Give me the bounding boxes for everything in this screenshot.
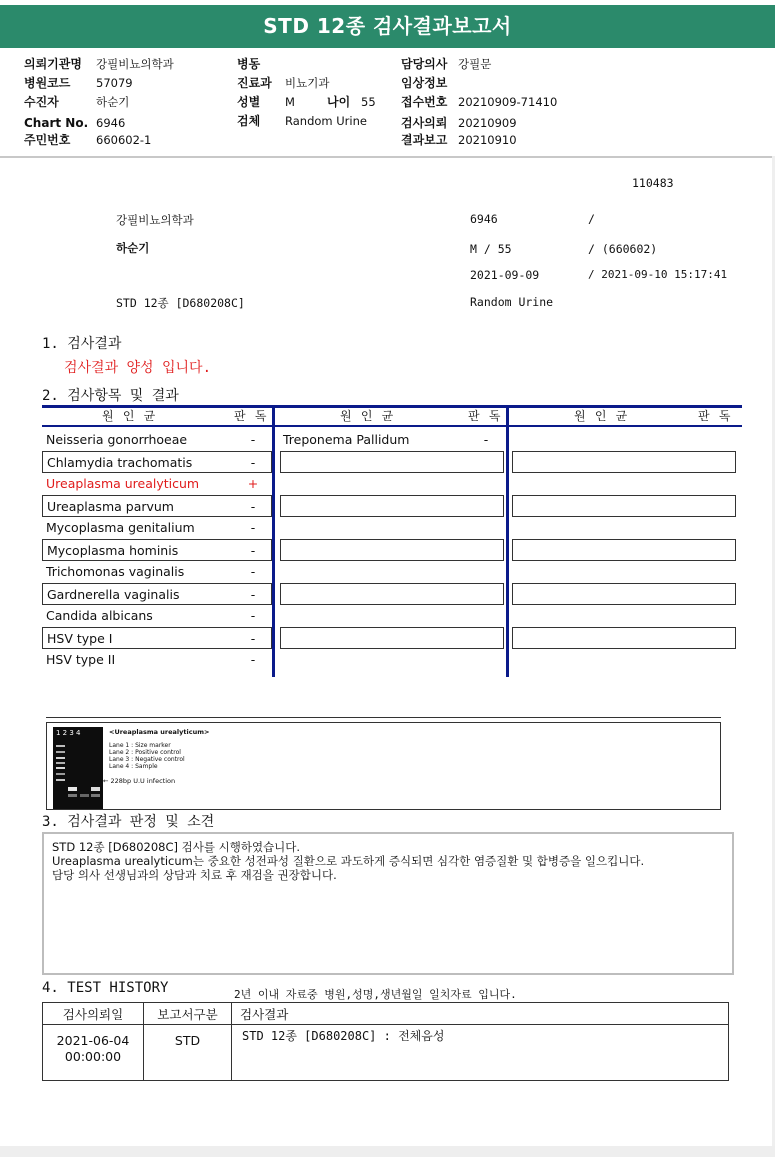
gel-legend xyxy=(109,729,209,770)
gel-arrow-label: ← 228bp U.U infection xyxy=(103,777,176,785)
header-hospital-code: 병원코드 57079 xyxy=(24,76,133,90)
table-empty-row xyxy=(280,627,504,649)
footer-bar xyxy=(0,1146,775,1157)
col3-header-pathogen: 원 인 균 xyxy=(574,409,629,423)
table-row xyxy=(42,605,272,627)
table-empty-row xyxy=(512,583,736,605)
gel-legend-item: Lane 4 : Sample xyxy=(109,763,158,770)
table-empty-row xyxy=(280,495,504,517)
pathogen-name: HSV type I xyxy=(47,631,113,646)
history-note: 2년 이내 자료중 병원,성명,생년월일 일치자료 입니다. xyxy=(234,988,517,1001)
info-patient: 하순기 xyxy=(116,241,150,255)
history-header-result: 검사결과 xyxy=(232,1003,729,1025)
history-table xyxy=(42,1002,729,1081)
pathogen-result: - xyxy=(250,652,256,667)
table-header-rule xyxy=(42,425,742,427)
pathogen-name: Ureaplasma parvum xyxy=(47,499,174,514)
table-row xyxy=(279,429,505,451)
report-number: 110483 xyxy=(632,176,674,190)
pathogen-result: - xyxy=(250,564,256,579)
gel-legend-item: Lane 2 : Positive control xyxy=(109,749,181,756)
pathogen-name: Neisseria gonorrhoeae xyxy=(46,432,188,447)
col1-header-pathogen: 원 인 균 xyxy=(102,409,157,423)
pathogen-name: HSV type II xyxy=(46,652,116,667)
opinion-box xyxy=(42,832,734,975)
table-empty-row xyxy=(280,451,504,473)
section1-title: 1. 검사결과 xyxy=(42,336,122,352)
table-empty-row xyxy=(280,583,504,605)
table-empty-row xyxy=(512,627,736,649)
col3-header-result: 판 독 xyxy=(698,409,732,423)
table-row xyxy=(42,583,272,605)
table-row xyxy=(42,649,272,671)
pathogen-result: + xyxy=(247,476,259,491)
history-type: STD xyxy=(144,1025,232,1081)
table-row-positive xyxy=(42,473,272,495)
header-age-label: 나이 xyxy=(327,95,351,109)
history-header-type: 보고서구분 xyxy=(144,1003,232,1025)
pathogen-name: Trichomonas vaginalis xyxy=(46,564,185,579)
section4-title: 4. TEST HISTORY xyxy=(42,980,169,996)
header-report-date: 결과보고 20210910 xyxy=(401,133,517,147)
info-test-name: STD 12종 [D680208C] xyxy=(116,296,245,310)
table-row xyxy=(42,627,272,649)
header-patient: 수진자 하순기 xyxy=(24,95,130,109)
info-report-datetime: / 2021-09-10 15:17:41 xyxy=(588,268,728,281)
pathogen-result: - xyxy=(250,631,256,646)
gel-legend-item: Lane 1 : Size marker xyxy=(109,742,171,749)
opinion-line: Ureaplasma urealyticum는 중요한 성전파성 질환으로 과도하게 증식되면 심각한 염증질환 및 합병증을 일으킵니다. xyxy=(52,854,645,868)
header-resident-no: 주민번호 660602-1 xyxy=(24,133,152,147)
pathogen-result: - xyxy=(250,455,256,470)
header-specimen: 검체 Random Urine xyxy=(237,114,367,128)
pathogen-result: - xyxy=(483,432,489,447)
header-request-date: 검사의뢰 20210909 xyxy=(401,116,517,130)
table-row xyxy=(42,429,272,451)
section3-title: 3. 검사결과 판정 및 소견 xyxy=(42,814,215,830)
col1-header-result: 판 독 xyxy=(234,409,268,423)
section2-title: 2. 검사항목 및 결과 xyxy=(42,388,179,404)
pathogen-name: Treponema Pallidum xyxy=(283,432,410,447)
table-row xyxy=(42,451,272,473)
col2-header-result: 판 독 xyxy=(468,409,502,423)
info-request-date: 2021-09-09 xyxy=(470,268,540,282)
history-date-cell xyxy=(43,1025,144,1081)
header-receipt-no: 접수번호 20210909-71410 xyxy=(401,95,558,109)
opinion-line: STD 12종 [D680208C] 검사를 시행하였습니다. xyxy=(52,840,301,854)
pathogen-result: - xyxy=(250,608,256,623)
pathogen-name: Ureaplasma urealyticum xyxy=(46,476,200,491)
header-sex: 성별 M 나이 55 xyxy=(237,95,376,109)
info-specimen: Random Urine xyxy=(470,295,554,309)
opinion-line: 담당 의사 선생님과의 상담과 치료 후 재검을 권장합니다. xyxy=(52,868,337,882)
info-chart: 6946 xyxy=(470,212,498,226)
gel-top-rule xyxy=(46,717,721,718)
table-row xyxy=(42,517,272,539)
info-hospital: 강필비뇨의학과 xyxy=(116,213,194,227)
table-row xyxy=(42,561,272,583)
pathogen-result: - xyxy=(250,587,256,602)
gel-legend-item: Lane 3 : Negative control xyxy=(109,756,185,763)
header-ward: 병동 xyxy=(237,57,261,71)
history-header-date: 검사의뢰일 xyxy=(43,1003,144,1025)
pathogen-name: Mycoplasma hominis xyxy=(47,543,179,558)
header-age-value: 55 xyxy=(361,95,376,109)
gel-electrophoresis-panel xyxy=(46,722,721,810)
info-sex-age: M / 55 xyxy=(470,242,512,256)
col2-header-pathogen: 원 인 균 xyxy=(340,409,395,423)
table-row xyxy=(42,495,272,517)
history-result: STD 12종 [D680208C] : 전체음성 xyxy=(232,1025,729,1081)
pathogen-result: - xyxy=(250,520,256,535)
table-column-divider-2 xyxy=(506,405,509,677)
gel-electrophoresis-image xyxy=(53,727,103,809)
header-doctor: 담당의사 강필문 xyxy=(401,57,492,71)
pathogen-name: Candida albicans xyxy=(46,608,153,623)
pathogen-result: - xyxy=(250,543,256,558)
report-title: STD 12종 검사결과보고서 xyxy=(0,5,775,48)
pathogen-name: Chlamydia trachomatis xyxy=(47,455,193,470)
gel-lane-numbers: 1 2 3 4 xyxy=(56,729,81,737)
info-slash: / xyxy=(588,212,595,226)
pathogen-result: - xyxy=(250,432,256,447)
table-empty-row xyxy=(280,539,504,561)
positive-result-text: 검사결과 양성 입니다. xyxy=(64,360,212,376)
report-header xyxy=(0,50,775,156)
header-department: 진료과 비뇨기과 xyxy=(237,76,330,90)
header-hospital: 의뢰기관명 강필비뇨의학과 xyxy=(24,57,174,71)
header-chart-no: Chart No. 6946 xyxy=(24,116,126,130)
header-divider xyxy=(0,156,775,158)
table-row xyxy=(42,539,272,561)
header-clinical-info: 임상정보 xyxy=(401,76,448,90)
pathogen-name: Mycoplasma genitalium xyxy=(46,520,195,535)
history-date: 2021-06-04 xyxy=(56,1033,130,1048)
history-time: 00:00:00 xyxy=(64,1049,122,1064)
info-birth: / (660602) xyxy=(588,242,658,256)
history-header-row xyxy=(43,1003,729,1025)
pathogen-name: Gardnerella vaginalis xyxy=(47,587,180,602)
table-empty-row xyxy=(512,539,736,561)
gel-title: <Ureaplasma urealyticum> xyxy=(109,728,210,736)
table-empty-row xyxy=(512,495,736,517)
pathogen-result: - xyxy=(250,499,256,514)
history-row xyxy=(43,1025,729,1081)
table-empty-row xyxy=(512,451,736,473)
table-column-divider-1 xyxy=(272,405,275,677)
gel-bands-graphic xyxy=(53,727,103,809)
